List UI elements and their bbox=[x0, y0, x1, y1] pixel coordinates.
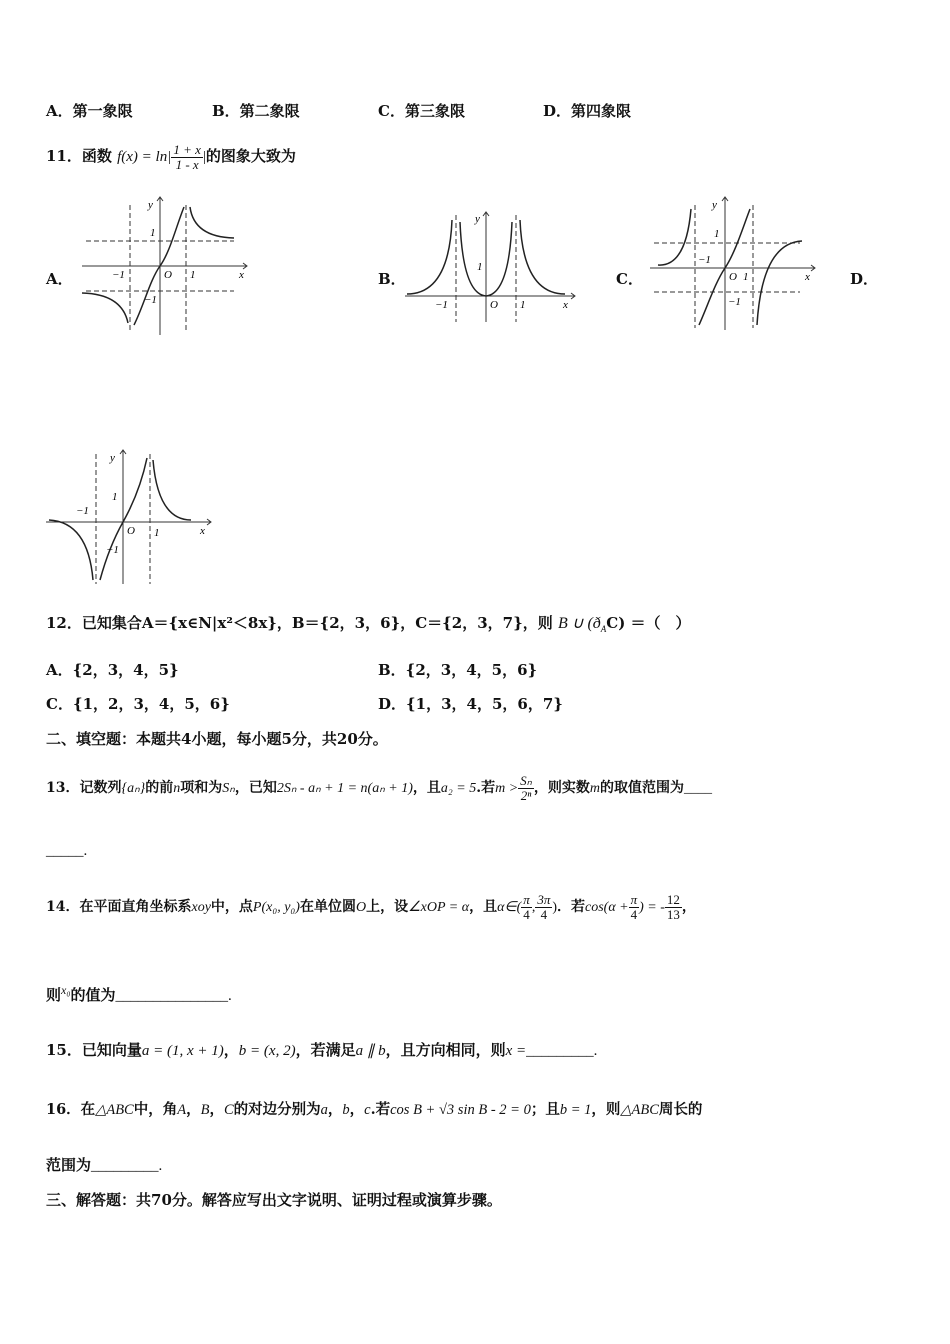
section-2-heading: 二、填空题：本题共4小题，每小题5分，共20分。 bbox=[46, 730, 388, 748]
q16-A: A bbox=[177, 1102, 187, 1118]
q15-vector-b: b = (x, 2) bbox=[238, 1043, 296, 1059]
q16-p5: ；且 bbox=[530, 1101, 560, 1118]
q16-c4: ， bbox=[349, 1101, 365, 1118]
q10-option-c: C．第三象限 bbox=[378, 102, 465, 120]
q14-point: P(x₀, y₀) bbox=[252, 900, 300, 916]
q16-stem bbox=[46, 1103, 702, 1118]
q12-option-b: B．{2，3，4，5，6} bbox=[378, 661, 538, 679]
q13-fraction bbox=[518, 774, 534, 802]
tick-yneg1: −1 bbox=[728, 296, 741, 308]
curve-left bbox=[658, 209, 691, 265]
q14-frac1 bbox=[521, 893, 532, 921]
tick-y1: 1 bbox=[714, 228, 720, 240]
q14-stem bbox=[46, 893, 696, 921]
q13-eq1: 2Sₙ - aₙ + 1 = n(aₙ + 1) bbox=[276, 781, 413, 797]
q12-stem bbox=[46, 616, 691, 634]
q13-seq: {aₙ} bbox=[121, 781, 146, 797]
x-label: x bbox=[200, 525, 205, 537]
q11-frac-num: 1 + x bbox=[173, 142, 201, 157]
y-label: y bbox=[712, 199, 717, 211]
y-label: y bbox=[110, 452, 115, 464]
q16-p1: 16．在 bbox=[46, 1101, 96, 1118]
q14-blank[interactable]: _______________. bbox=[115, 988, 232, 1004]
tick-x1: 1 bbox=[520, 299, 526, 311]
q11-number: 11．函数 bbox=[46, 147, 112, 166]
tick-xneg1: −1 bbox=[112, 269, 125, 281]
q14-p3: 在单位圆 bbox=[299, 899, 356, 916]
q15-p4: ，且方向相同，则 bbox=[385, 1041, 506, 1059]
q13-p7: ，则实数 bbox=[533, 780, 590, 797]
q11-abs-bar: | bbox=[202, 149, 206, 166]
q15-blank[interactable]: _________. bbox=[526, 1043, 598, 1059]
q16-c: c bbox=[364, 1102, 371, 1118]
q11-label-d: D． bbox=[850, 270, 879, 288]
q14-frac4 bbox=[665, 893, 682, 921]
q14-p5: ，且 bbox=[469, 899, 498, 916]
origin-label: O bbox=[490, 299, 498, 311]
q14-cos: cos(α + bbox=[585, 900, 629, 916]
q15-stem bbox=[46, 1043, 597, 1059]
q13-m-gt: m > bbox=[495, 781, 519, 797]
q11-graph-c bbox=[650, 195, 820, 335]
q13-blank-line2[interactable]: _____. bbox=[46, 843, 88, 859]
q15-p2: ， bbox=[223, 1041, 239, 1059]
q15-vector-a: a = (1, x + 1) bbox=[141, 1043, 224, 1059]
y-label: y bbox=[475, 213, 480, 225]
q14-f2-den: 4 bbox=[540, 906, 548, 922]
q14-p7: ， bbox=[681, 899, 696, 916]
q14-f1-den: 4 bbox=[523, 906, 530, 922]
q15-parallel: a ∥ b bbox=[355, 1043, 386, 1059]
q14-frac3 bbox=[629, 893, 640, 921]
q16-line2 bbox=[46, 1158, 162, 1174]
q13-p5: ，且 bbox=[412, 780, 441, 797]
q14-f3-num: π bbox=[630, 892, 638, 907]
q11-label-b: B． bbox=[378, 270, 406, 288]
q16-blank[interactable]: _________. bbox=[91, 1158, 163, 1174]
q12-option-c: C．{1，2，3，4，5，6} bbox=[46, 695, 230, 713]
x-label: x bbox=[805, 271, 810, 283]
q16-p3: 的对边分别为 bbox=[233, 1101, 321, 1118]
q14-p2: 中，点 bbox=[210, 899, 253, 916]
q11-frac-den: 1 - x bbox=[175, 156, 199, 172]
q16-p6: ，则 bbox=[591, 1101, 621, 1118]
q13-p6: .若 bbox=[476, 780, 496, 797]
q16-b: b bbox=[342, 1102, 350, 1118]
q11-function: f(x) = ln| bbox=[117, 149, 172, 166]
q14-eq: ) = - bbox=[639, 900, 665, 916]
q14-p1: 14．在平面直角坐标系 bbox=[46, 899, 192, 916]
tick-x1: 1 bbox=[743, 271, 749, 283]
q14-f1-num: π bbox=[523, 892, 530, 907]
x-label: x bbox=[563, 299, 568, 311]
q13-p1: 13．记数列 bbox=[46, 780, 122, 797]
q11-stem bbox=[46, 143, 296, 171]
tick-x1: 1 bbox=[190, 269, 196, 281]
q14-p6: ．若 bbox=[557, 899, 585, 916]
q12-option-d: D．{1，3，4，5，6，7} bbox=[378, 695, 563, 713]
q13-sn: Sₙ bbox=[222, 781, 235, 797]
q13-p3: 项和为 bbox=[180, 780, 223, 797]
q13-m: m bbox=[589, 781, 600, 797]
q16-c1: ， bbox=[186, 1101, 201, 1118]
q13-n: n bbox=[173, 781, 181, 797]
y-label: y bbox=[148, 199, 153, 211]
q11-graph-d bbox=[46, 448, 216, 588]
q14-o: O bbox=[355, 900, 367, 916]
q14-p4: 上，设 bbox=[366, 899, 409, 916]
tick-y1: 1 bbox=[150, 227, 156, 239]
q11-fraction bbox=[171, 143, 203, 171]
curve-left bbox=[82, 293, 128, 323]
q16-eq: cos B + √3 sin B - 2 = 0 bbox=[390, 1102, 531, 1118]
q14-x0: x₀ bbox=[61, 983, 71, 997]
q14-alpha-in: α∈( bbox=[497, 900, 522, 916]
q13-blank[interactable]: ____ bbox=[683, 781, 712, 797]
q11-suffix: 的图象大致为 bbox=[205, 147, 296, 166]
q16-triangle-2: △ABC bbox=[620, 1102, 659, 1118]
q12-expr-sub: A bbox=[600, 624, 607, 634]
q16-b1: b = 1 bbox=[559, 1102, 592, 1118]
q11-graph-b bbox=[405, 210, 580, 325]
tick-xneg1: −1 bbox=[76, 505, 89, 517]
q11-label-c: C． bbox=[616, 270, 643, 288]
curve-left bbox=[49, 520, 93, 580]
origin-label: O bbox=[164, 269, 172, 281]
q14-l2-a: 则 bbox=[46, 986, 62, 1004]
q14-close: ) bbox=[552, 900, 557, 916]
q14-l2-b: 的值为 bbox=[70, 986, 116, 1004]
q13-p4: ，已知 bbox=[234, 780, 277, 797]
q14-f4-den: 13 bbox=[666, 906, 680, 922]
q13-p8: 的取值范围为 bbox=[599, 780, 684, 797]
tick-xneg1: −1 bbox=[435, 299, 448, 311]
q12-expr: B ∪ (ð bbox=[557, 615, 601, 632]
q13-frac-num: Sₙ bbox=[520, 773, 532, 788]
tick-y1: 1 bbox=[477, 261, 483, 273]
q14-f4-num: 12 bbox=[666, 892, 680, 907]
q13-stem bbox=[46, 774, 712, 802]
q16-C: C bbox=[223, 1102, 234, 1118]
tick-y1: 1 bbox=[112, 491, 118, 503]
q13-eq2: a₂ = 5 bbox=[440, 781, 477, 797]
q16-p4: .若 bbox=[370, 1101, 391, 1118]
q14-xoy: xoy bbox=[191, 900, 211, 916]
origin-label: O bbox=[729, 271, 737, 283]
x-label: x bbox=[239, 269, 244, 281]
q13-p2: 的前 bbox=[145, 780, 174, 797]
q15-p3: ，若满足 bbox=[295, 1041, 356, 1059]
q16-c3: ， bbox=[327, 1101, 343, 1118]
q14-line2 bbox=[46, 984, 232, 1004]
q14-angle: ∠xOP = α bbox=[408, 900, 470, 916]
tick-yneg1: −1 bbox=[144, 294, 157, 306]
q16-B: B bbox=[200, 1102, 210, 1118]
q12-stem-text: 12．已知集合A＝{x∈N|x²＜8x}，B＝{2，3，6}，C＝{2，3，7}，则 bbox=[46, 614, 553, 632]
origin-label: O bbox=[127, 525, 135, 537]
q10-option-b: B．第二象限 bbox=[212, 102, 300, 120]
curve-right bbox=[757, 241, 802, 325]
q10-option-d: D．第四象限 bbox=[543, 102, 632, 120]
q15-p1: 15．已知向量 bbox=[46, 1041, 142, 1059]
q11-label-a: A． bbox=[46, 270, 73, 288]
q15-x: x = bbox=[505, 1043, 527, 1059]
curve-right bbox=[190, 207, 234, 238]
tick-yneg1: −1 bbox=[106, 544, 119, 556]
q16-c2: ， bbox=[209, 1101, 224, 1118]
section-3-heading: 三、解答题：共70分。解答应写出文字说明、证明过程或演算步骤。 bbox=[46, 1191, 502, 1209]
q16-p2: 中，角 bbox=[133, 1101, 178, 1118]
q14-comma: , bbox=[531, 900, 536, 916]
tick-x1: 1 bbox=[154, 527, 160, 539]
q12-expr-tail: C) ＝（ ） bbox=[606, 614, 691, 632]
tick-xneg1: −1 bbox=[698, 254, 711, 266]
q13-frac-den: 2ⁿ bbox=[520, 787, 532, 803]
q14-f3-den: 4 bbox=[630, 906, 638, 922]
curve-right bbox=[520, 220, 565, 294]
q16-a: a bbox=[320, 1102, 328, 1118]
q11-graph-a bbox=[82, 195, 252, 340]
q12-option-a: A．{2，3，4，5} bbox=[46, 661, 179, 679]
q14-frac2 bbox=[535, 893, 552, 921]
q16-triangle: △ABC bbox=[95, 1102, 134, 1118]
curve-left bbox=[407, 220, 452, 294]
curve-right bbox=[153, 460, 191, 520]
q14-f2-num: 3π bbox=[537, 892, 551, 907]
q16-p7: 周长的 bbox=[658, 1101, 703, 1118]
q10-option-a: A．第一象限 bbox=[46, 102, 133, 120]
q16-l2: 范围为 bbox=[46, 1156, 92, 1174]
